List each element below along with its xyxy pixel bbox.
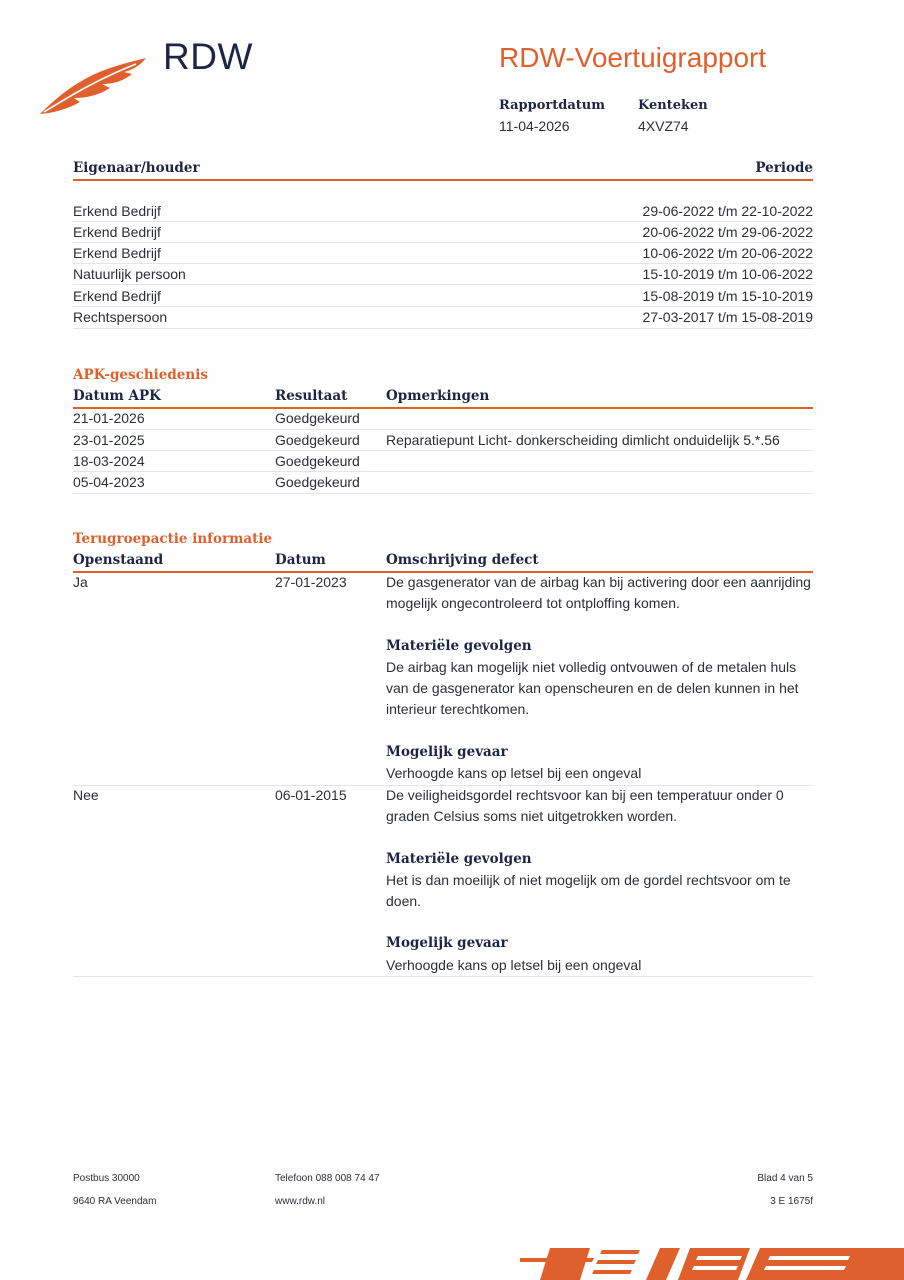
period-column-header: Periode	[755, 160, 813, 176]
rdw-logo-text: RDW	[163, 36, 253, 77]
owner-row	[73, 242, 813, 264]
footer-city: 9640 RA Veendam	[73, 1196, 157, 1207]
owner-row	[73, 263, 813, 285]
recall-date-header: Datum	[275, 552, 326, 568]
apk-row	[73, 407, 813, 430]
owner-row	[73, 221, 813, 243]
recall-date: 27-01-2023	[275, 574, 347, 590]
footer-postbus: Postbus 30000	[73, 1173, 140, 1184]
footer-phone: Telefoon 088 008 74 47	[275, 1173, 380, 1184]
recall-date: 06-01-2015	[275, 787, 347, 803]
owner-column-header: Eigenaar/houder	[73, 160, 200, 176]
danger-text: Verhoogde kans op letsel bij een ongeval	[386, 956, 642, 973]
owner-period: 20-06-2022 t/m 29-06-2022	[642, 224, 813, 240]
report-date-label: Rapportdatum	[499, 98, 605, 113]
recall-open-status: Ja	[73, 574, 88, 590]
owner-row	[73, 285, 813, 307]
apk-row	[73, 429, 813, 451]
owner-type: Rechtspersoon	[73, 309, 168, 325]
danger-text: Verhoogde kans op letsel bij een ongeval	[386, 765, 642, 782]
license-plate-value: 4XVZ74	[638, 118, 689, 134]
defect-text: De veiligheidsgordel rechtsvoor kan bij een temperatuur onder 0 graden Celsius soms niet uitgetrokken worden.	[386, 787, 784, 825]
recall-description-header: Omschrijving defect	[386, 552, 539, 568]
apk-section-title: APK-geschiedenis	[73, 367, 208, 383]
consequences-label: Materiële gevolgen	[386, 850, 532, 867]
footer-document-code: 3 E 1675f	[770, 1196, 813, 1207]
apk-date: 18-03-2024	[73, 453, 145, 469]
apk-remarks-header: Opmerkingen	[386, 388, 490, 404]
footer-page-number: Blad 4 van 5	[757, 1173, 813, 1184]
consequences-text: Het is dan moeilijk of niet mogelijk om de gordel rechtsvoor om te doen.	[386, 871, 791, 910]
owner-row	[73, 306, 813, 329]
recall-section-title: Terugroepactie informatie	[73, 531, 273, 547]
apk-result: Goedgekeurd	[275, 432, 360, 448]
apk-date: 05-04-2023	[73, 474, 145, 490]
owner-type: Erkend Bedrijf	[73, 203, 161, 219]
recall-row	[73, 572, 813, 786]
defect-text: De gasgenerator van de airbag kan bij activering door een aanrijding mogelijk ongecontroleerd tot ontploffing komen.	[386, 574, 811, 612]
apk-remarks: Reparatiepunt Licht- donkerscheiding dimlicht onduidelijk 5.*.56	[386, 432, 780, 448]
recall-row	[73, 785, 813, 977]
apk-row	[73, 471, 813, 494]
recall-open-status: Nee	[73, 787, 99, 803]
owner-period: 29-06-2022 t/m 22-10-2022	[642, 203, 813, 219]
apk-result: Goedgekeurd	[275, 453, 360, 469]
license-plate-label: Kenteken	[638, 98, 708, 113]
apk-date: 23-01-2025	[73, 432, 145, 448]
apk-row	[73, 450, 813, 472]
footer-stripes-decoration	[520, 1244, 904, 1280]
owner-type: Erkend Bedrijf	[73, 224, 161, 240]
danger-label: Mogelijk gevaar	[386, 743, 508, 760]
rdw-logo-mark	[40, 56, 150, 116]
owner-type: Natuurlijk persoon	[73, 266, 186, 282]
apk-date: 21-01-2026	[73, 410, 145, 426]
owner-type: Erkend Bedrijf	[73, 288, 161, 304]
owners-header-rule	[73, 179, 813, 181]
owner-period: 15-08-2019 t/m 15-10-2019	[642, 288, 813, 304]
report-date-value: 11-04-2026	[499, 118, 570, 134]
apk-date-header: Datum APK	[73, 388, 161, 404]
footer-website[interactable]: www.rdw.nl	[275, 1196, 326, 1207]
apk-result-header: Resultaat	[275, 388, 348, 404]
recall-open-header: Openstaand	[73, 552, 164, 568]
owner-row	[73, 200, 813, 222]
report-title: RDW-Voertuigrapport	[499, 42, 767, 73]
owner-period: 15-10-2019 t/m 10-06-2022	[642, 266, 813, 282]
danger-label: Mogelijk gevaar	[386, 935, 508, 952]
apk-result: Goedgekeurd	[275, 474, 360, 490]
consequences-text: De airbag kan mogelijk niet volledig ontvouwen of de metalen huls van de gasgenerator kan openscheuren en de delen kunnen in het interieur terechtkomen.	[386, 658, 799, 718]
apk-result: Goedgekeurd	[275, 410, 360, 426]
owner-period: 10-06-2022 t/m 20-06-2022	[642, 245, 813, 261]
recall-description	[386, 785, 816, 976]
owner-period: 27-03-2017 t/m 15-08-2019	[642, 309, 813, 325]
consequences-label: Materiële gevolgen	[386, 637, 532, 654]
recall-description	[386, 572, 816, 784]
owner-type: Erkend Bedrijf	[73, 245, 161, 261]
